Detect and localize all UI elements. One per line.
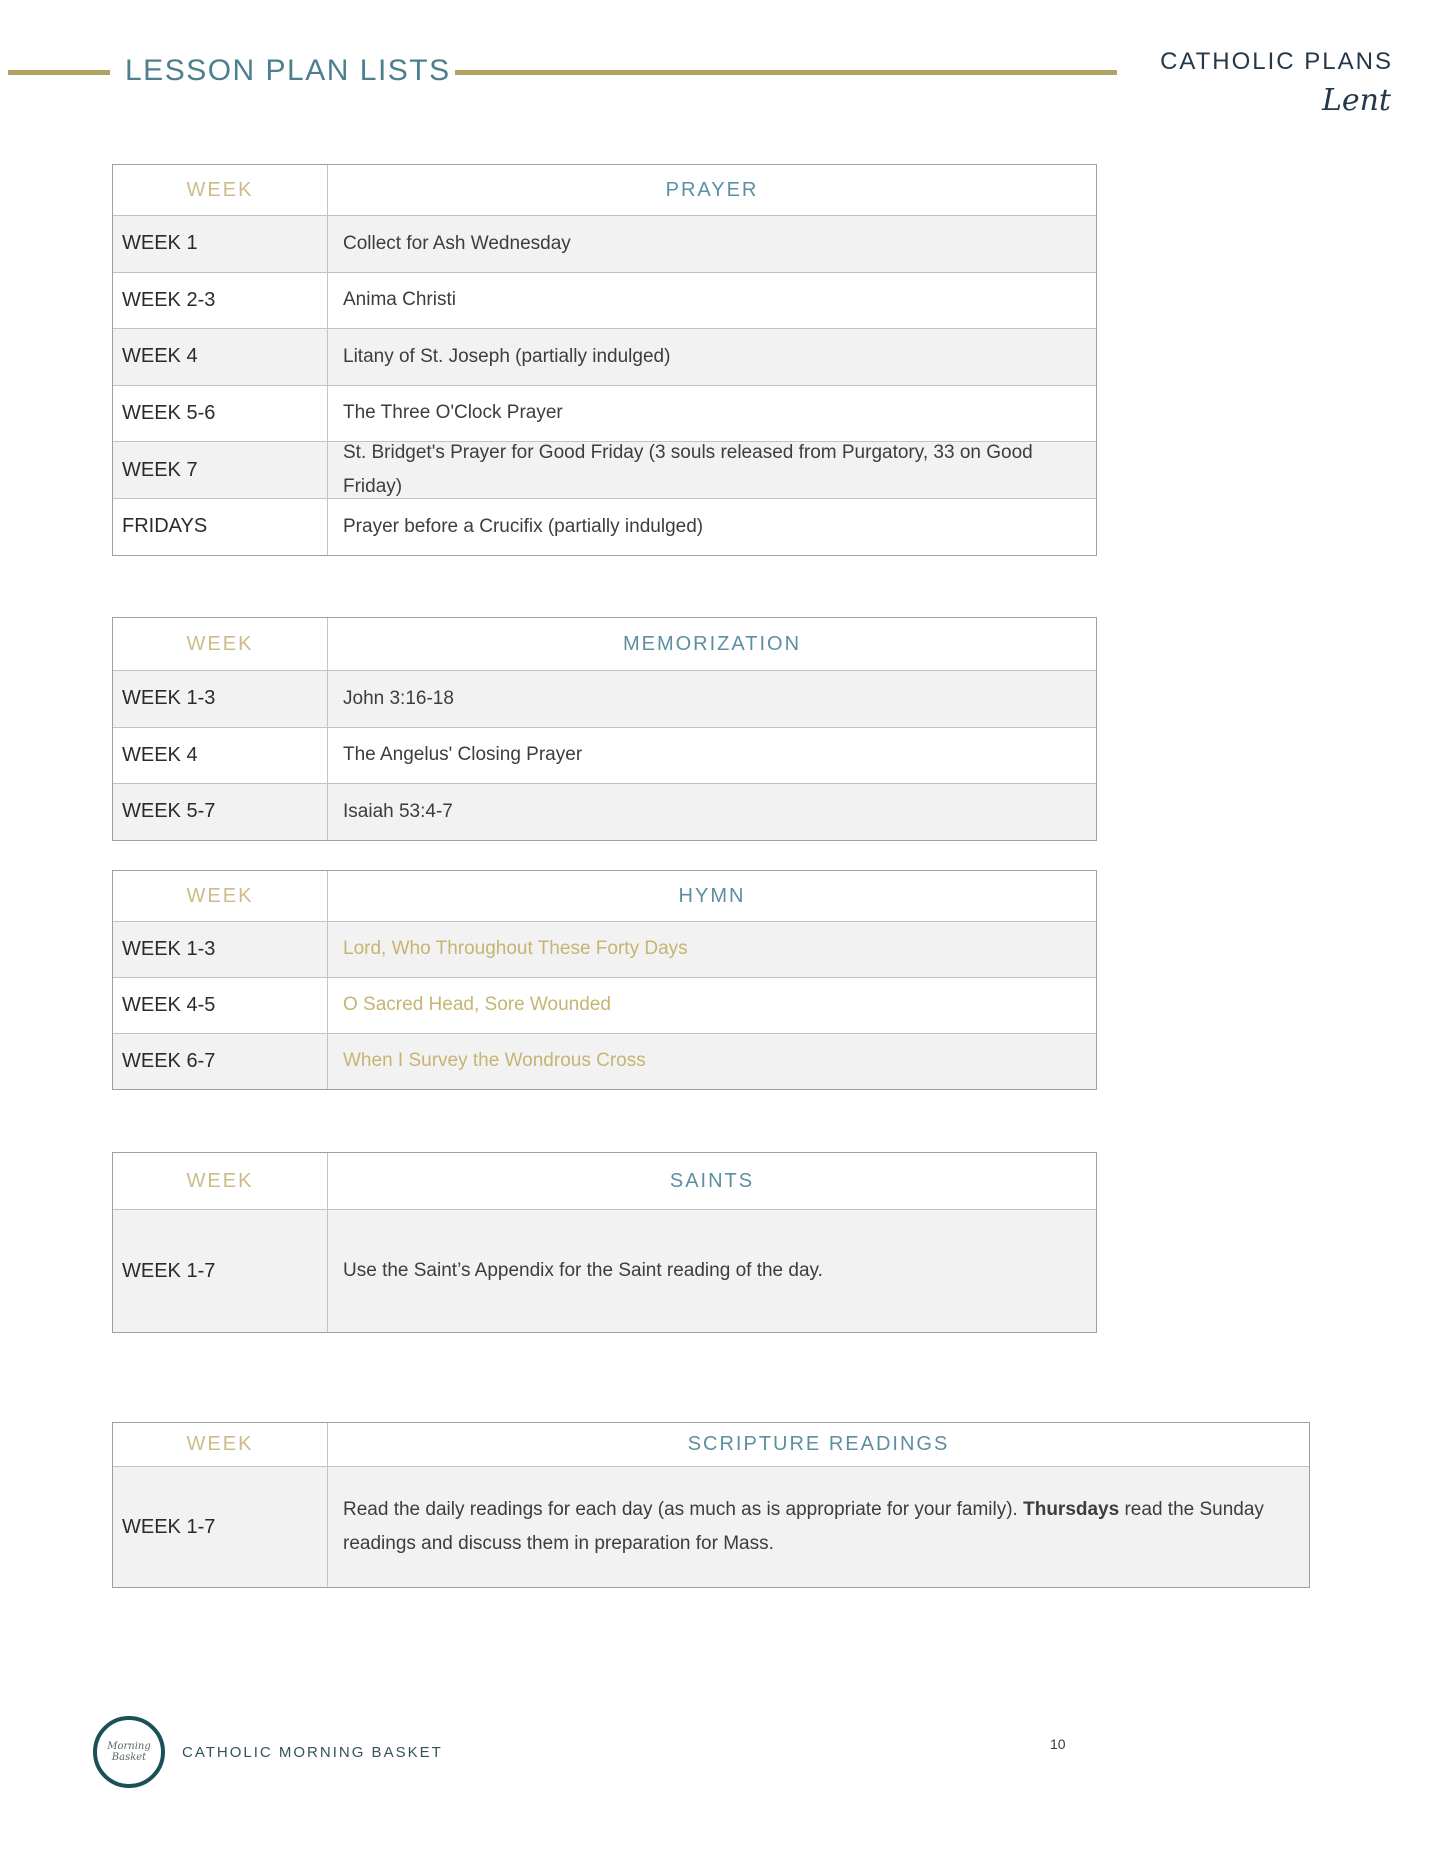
week-cell: WEEK 6-7 [113,1034,328,1089]
content-cell: Anima Christi [343,289,456,311]
week-cell: WEEK 1 [113,216,328,272]
table-row [113,272,1096,329]
page-title: LESSON PLAN LISTS [125,54,451,87]
content-cell: St. Bridget's Prayer for Good Friday (3 souls released from Purgatory, 33 on Good Friday) [343,441,1033,498]
table-header-row [113,1153,1096,1209]
morning-basket-logo [93,1716,165,1788]
table-row [113,783,1096,840]
content-cell: John 3:16-18 [343,687,454,709]
content-cell [328,1034,1096,1089]
table-row [113,977,1096,1033]
content-cell [328,978,1096,1033]
week-column-header: WEEK [113,1153,328,1209]
content-cell: The Three O'Clock Prayer [343,402,563,424]
gold-divider-left [8,70,110,75]
week-cell: WEEK 5-7 [113,784,328,840]
week-cell: WEEK 1-3 [113,671,328,727]
content-cell [328,922,1096,977]
table-row [113,1033,1096,1089]
brand-title: CATHOLIC PLANS [1160,48,1393,75]
week-cell: WEEK 1-7 [113,1210,328,1332]
week-cell: WEEK 2-3 [113,273,328,329]
footer-brand: CATHOLIC MORNING BASKET [182,1744,443,1761]
week-cell: FRIDAYS [113,499,328,555]
week-cell: WEEK 5-6 [113,386,328,442]
table-row [113,328,1096,385]
table-row [113,441,1096,498]
table-row [113,670,1096,727]
week-column-header: WEEK [113,1423,328,1466]
memorization-table [112,617,1097,841]
content-cell: Isaiah 53:4-7 [343,800,453,822]
text: Read the daily readings for each day (as much as is appropriate for your family). [343,1498,1024,1520]
hymn-column-header: HYMN [678,884,746,907]
prayer-table [112,164,1097,556]
week-cell: WEEK 4 [113,728,328,784]
hymn-link[interactable]: When I Survey the Wondrous Cross [343,1050,646,1072]
content-cell: Prayer before a Crucifix (partially indulged) [343,515,704,537]
memorization-column-header: MEMORIZATION [622,632,802,655]
text: read the Sunday readings and discuss them in preparation for Mass. [343,1498,1264,1554]
prayer-column-header: PRAYER [665,178,759,201]
week-cell: WEEK 4-5 [113,978,328,1033]
table-header-row [113,165,1096,215]
saints-column-header: SAINTS [669,1169,755,1192]
bold-text: Thursdays [1023,1498,1120,1520]
content-cell: Litany of St. Joseph (partially indulged) [343,345,671,367]
week-column-header: WEEK [113,165,328,215]
week-cell: WEEK 1-3 [113,922,328,977]
table-header-row [113,871,1096,921]
hymn-link[interactable]: O Sacred Head, Sore Wounded [343,994,611,1016]
week-column-header: WEEK [113,618,328,670]
logo-text: Morning Basket [107,1741,151,1763]
table-row [113,385,1096,442]
gold-divider-right [455,70,1117,75]
week-column-header: WEEK [113,871,328,921]
hymn-link[interactable]: Lord, Who Throughout These Forty Days [343,938,688,960]
hymn-table [112,870,1097,1090]
content-cell: Collect for Ash Wednesday [343,232,571,254]
week-cell: WEEK 7 [113,442,328,498]
saints-table [112,1152,1097,1333]
scripture-readings-table [112,1422,1310,1588]
table-row [113,498,1096,555]
table-row [113,921,1096,977]
page-number: 10 [1050,1736,1066,1752]
season-label: Lent [1321,83,1391,118]
content-cell [328,1467,1309,1587]
content-cell: Use the Saint’s Appendix for the Saint reading of the day. [343,1259,823,1281]
table-row [113,215,1096,272]
week-cell: WEEK 4 [113,329,328,385]
scripture-readings-column-header: SCRIPTURE READINGS [687,1433,950,1455]
table-row [113,1466,1309,1587]
content-cell: The Angelus' Closing Prayer [343,744,583,766]
week-cell: WEEK 1-7 [113,1467,328,1587]
table-row [113,727,1096,784]
table-row [113,1209,1096,1332]
table-header-row [113,618,1096,670]
table-header-row [113,1423,1309,1466]
